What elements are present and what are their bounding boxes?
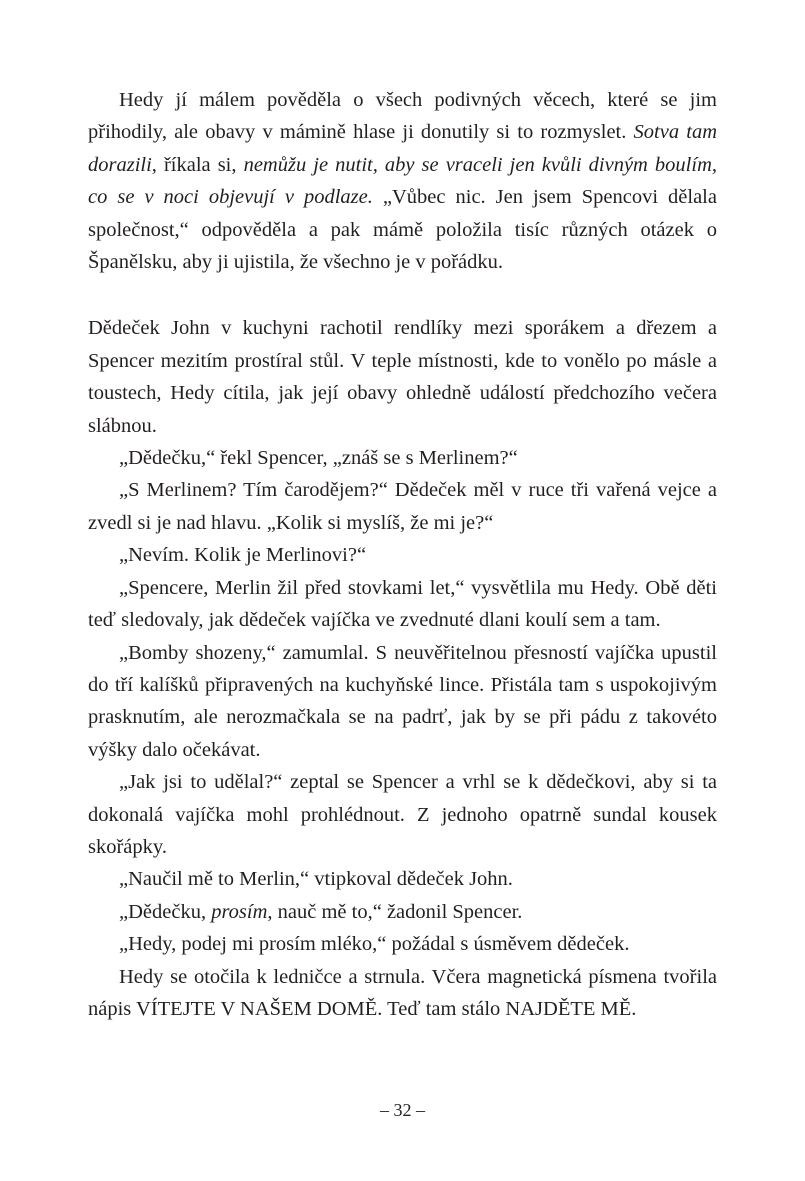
paragraph bbox=[88, 539, 717, 571]
paragraph bbox=[88, 928, 717, 960]
paragraph bbox=[88, 474, 717, 539]
text-segment: „Jak jsi to udělal?“ zeptal se Spencer a vrhl se k dědečkovi, aby si ta dokonalá vajíčka mohl prohlédnout. Z jednoho opatrně sundal kousek skořápky. bbox=[88, 771, 717, 858]
text-segment: „Dědečku, bbox=[119, 900, 212, 923]
paragraph bbox=[88, 84, 717, 278]
text-segment: „Naučil mě to Merlin,“ vtipkoval dědeček John. bbox=[119, 868, 513, 891]
page-number: – 32 – bbox=[380, 1100, 425, 1120]
italic-text: Sotva tam dorazili bbox=[88, 121, 717, 176]
text-segment: „Spencere, Merlin žil před stovkami let,“ vysvětlila mu Hedy. Obě děti teď sledovaly, jak dědeček vajíčka ve zvednuté dlani koulí sem a tam. bbox=[88, 576, 717, 632]
text-segment: „S Merlinem? Tím čarodějem?“ Dědeček měl v ruce tři vařená vejce a zvedl si je nad hlavu. „Kolik si myslíš, že mi je?“ bbox=[88, 479, 717, 534]
section-break bbox=[88, 278, 717, 312]
italic-text: nemůžu je nutit, aby se vraceli jen kvůli divným boulím, co se v noci objevují v podlaze. bbox=[88, 153, 717, 209]
text-segment: , nauč mě to,“ žadonil Spencer. bbox=[267, 900, 523, 923]
text-segment: Dědeček John v kuchyni rachotil rendlíky mezi sporákem a dřezem a Spencer mezitím prostíral stůl. V teple místnosti, kde to vonělo po másle a toustech, Hedy cítila, jak její obavy ohledně událostí předchozího večera slábnou. bbox=[88, 317, 717, 437]
italic-text: prosím bbox=[211, 900, 268, 923]
paragraph bbox=[88, 766, 717, 863]
text-segment: Hedy se otočila k ledničce a strnula. Včera magnetická písmena tvořila nápis VÍTEJTE V NAŠEM DOMĚ. Teď tam stálo NAJDĚTE MĚ. bbox=[88, 965, 717, 1020]
paragraph bbox=[88, 312, 717, 442]
paragraph bbox=[88, 961, 717, 1026]
page-body bbox=[88, 84, 717, 1025]
text-segment: , říkala si, bbox=[151, 153, 244, 176]
text-segment: „Dědečku,“ řekl Spencer, „znáš se s Merlinem?“ bbox=[119, 447, 518, 470]
text-segment: „Nevím. Kolik je Merlinovi?“ bbox=[119, 544, 367, 567]
paragraph bbox=[88, 572, 717, 637]
paragraph bbox=[88, 896, 717, 928]
paragraph bbox=[88, 442, 717, 474]
paragraph bbox=[88, 637, 717, 767]
text-segment: „Hedy, podej mi prosím mléko,“ požádal s úsměvem dědeček. bbox=[119, 933, 630, 956]
text-segment: „Bomby shozeny,“ zamumlal. S neuvěřitelnou přesností vajíčka upustil do tří kalíšků připravených na kuchyňské lince. Přistála tam s uspokojivým prasknutím, ale nerozmačkala se na padrť, jak by se při pádu z takovéto výšky dalo očekávat. bbox=[88, 641, 717, 761]
text-segment: „Vůbec nic. Jen jsem Spencovi dělala společnost,“ odpověděla a pak mámě položila tisíc různých otázek o Španělsku, aby ji ujistila, že všechno je v pořádku. bbox=[88, 186, 717, 274]
paragraph bbox=[88, 863, 717, 895]
text-segment: Hedy jí málem pověděla o všech podivných věcech, které se jim přihodily, ale obavy v mámině hlase ji donutily si to rozmyslet. bbox=[88, 89, 717, 144]
